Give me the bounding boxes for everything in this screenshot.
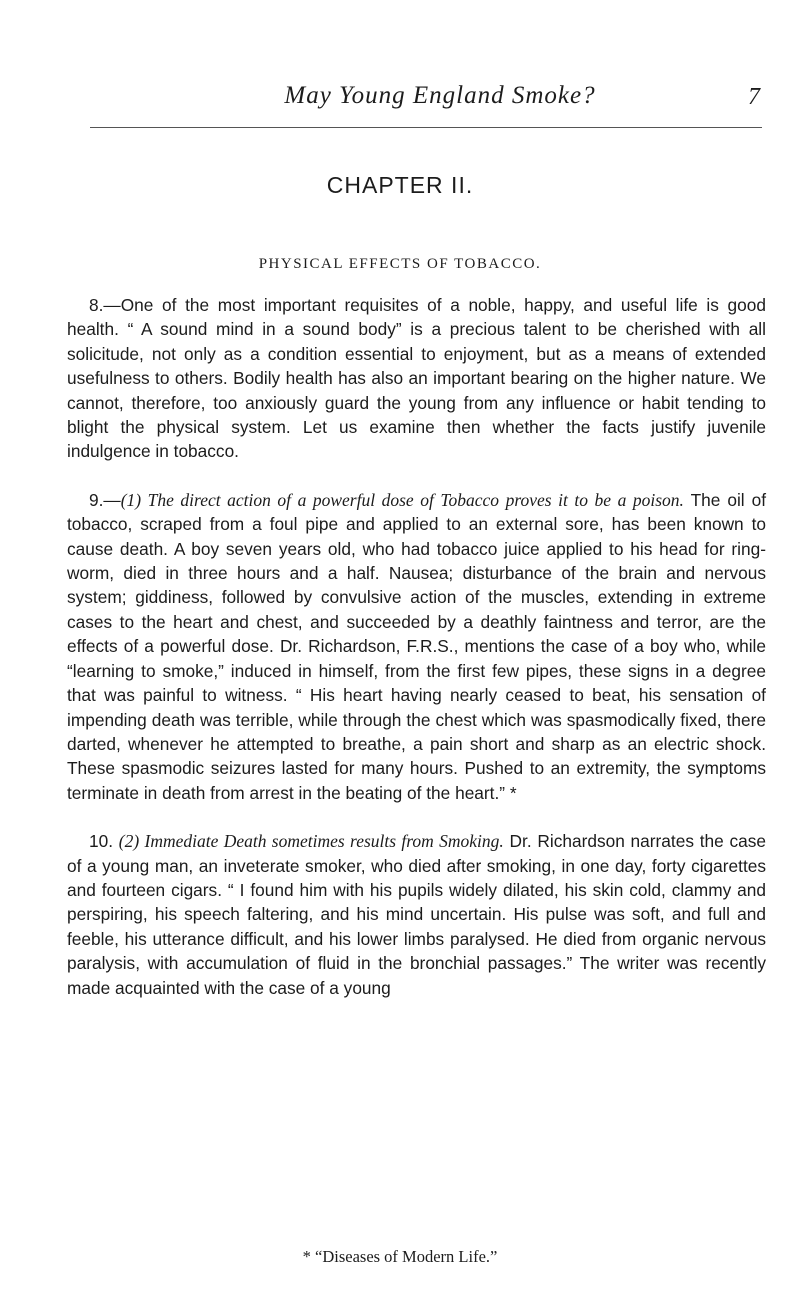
body-text [67, 293, 766, 1024]
paragraph-9 [67, 488, 766, 805]
chapter-title: CHAPTER II. [326, 172, 474, 198]
header-rule [90, 127, 762, 128]
paragraph-10 [67, 829, 766, 1000]
paragraph-8: 8.—One of the most important requisites of a noble, happy, and useful life is good health. “ A sound mind in a sound body” is a precious talent to be cherished with all solicitude, not only as a condition essential to enjoyment, but as a means of extended usefulness to others. Bodily health has also an important bearing on the higher nature. We cannot, therefore, too anxiously guard the young from any influence or habit tending to blight the physical system. Let us examine then whether the facts justify juvenile indulgence in tobacco. [67, 295, 766, 462]
paragraph-9-heading: (1) The direct action of a powerful dose of Tobacco proves it to be a poison. [120, 489, 684, 510]
page-number: 7 [748, 84, 760, 110]
chapter-subtitle: PHYSICAL EFFECTS OF TOBACCO. [258, 256, 542, 272]
paragraph-10-heading: (2) Immediate Death sometimes results from Smoking. [118, 831, 504, 852]
running-title: May Young England Smoke? [284, 82, 596, 109]
paragraph-9-text: The oil of tobacco, scraped from a foul pipe and applied to an external sore, has been known to cause death. A boy seven years old, who had tobacco juice applied to his head for ring-worm, died in three hours and a half. Nausea; disturbance of the brain and nervous system; giddiness, followed by convulsive action of the muscles, extending in extreme cases to the heart and chest, and succeeded by a deathly faintness and terror, are the effects of a powerful dose. Dr. Richardson, F.R.S., mentions the case of a boy who, while “learning to smoke,” induced in himself, from the first few pipes, these signs in a degree that was painful to witness. “ His heart having nearly ceased to beat, his sensation of impending death was terrible, while through the chest which was spasmodically fixed, there darted, whenever he attempted to breathe, a pain short and sharp as an electric shock. These spasmodic seizures lasted for many hours. Pushed to an extremity, the symptoms terminate in death from arrest in the beating of the heart.” * [67, 489, 766, 803]
paragraph-10-text: Dr. Richardson narrates the case of a young man, an inveterate smoker, who died after smoking, in one day, forty cigarettes and fourteen cigars. “ I found him with his pupils widely dilated, his skin cold, clammy and perspiring, his speech faltering, and his mind uncertain. His pulse was soft, and full and feeble, his utterance difficult, and his lower limbs paralysed. He died from organic nervous paralysis, with accumulation of fluid in the bronchial passages.” The writer was recently made acquainted with the case of a young [67, 831, 766, 998]
paragraph-9-number: 9.— [89, 489, 121, 510]
paragraph-10-number: 10. [89, 831, 119, 852]
footnote: * “Diseases of Modern Life.” [302, 1247, 498, 1266]
